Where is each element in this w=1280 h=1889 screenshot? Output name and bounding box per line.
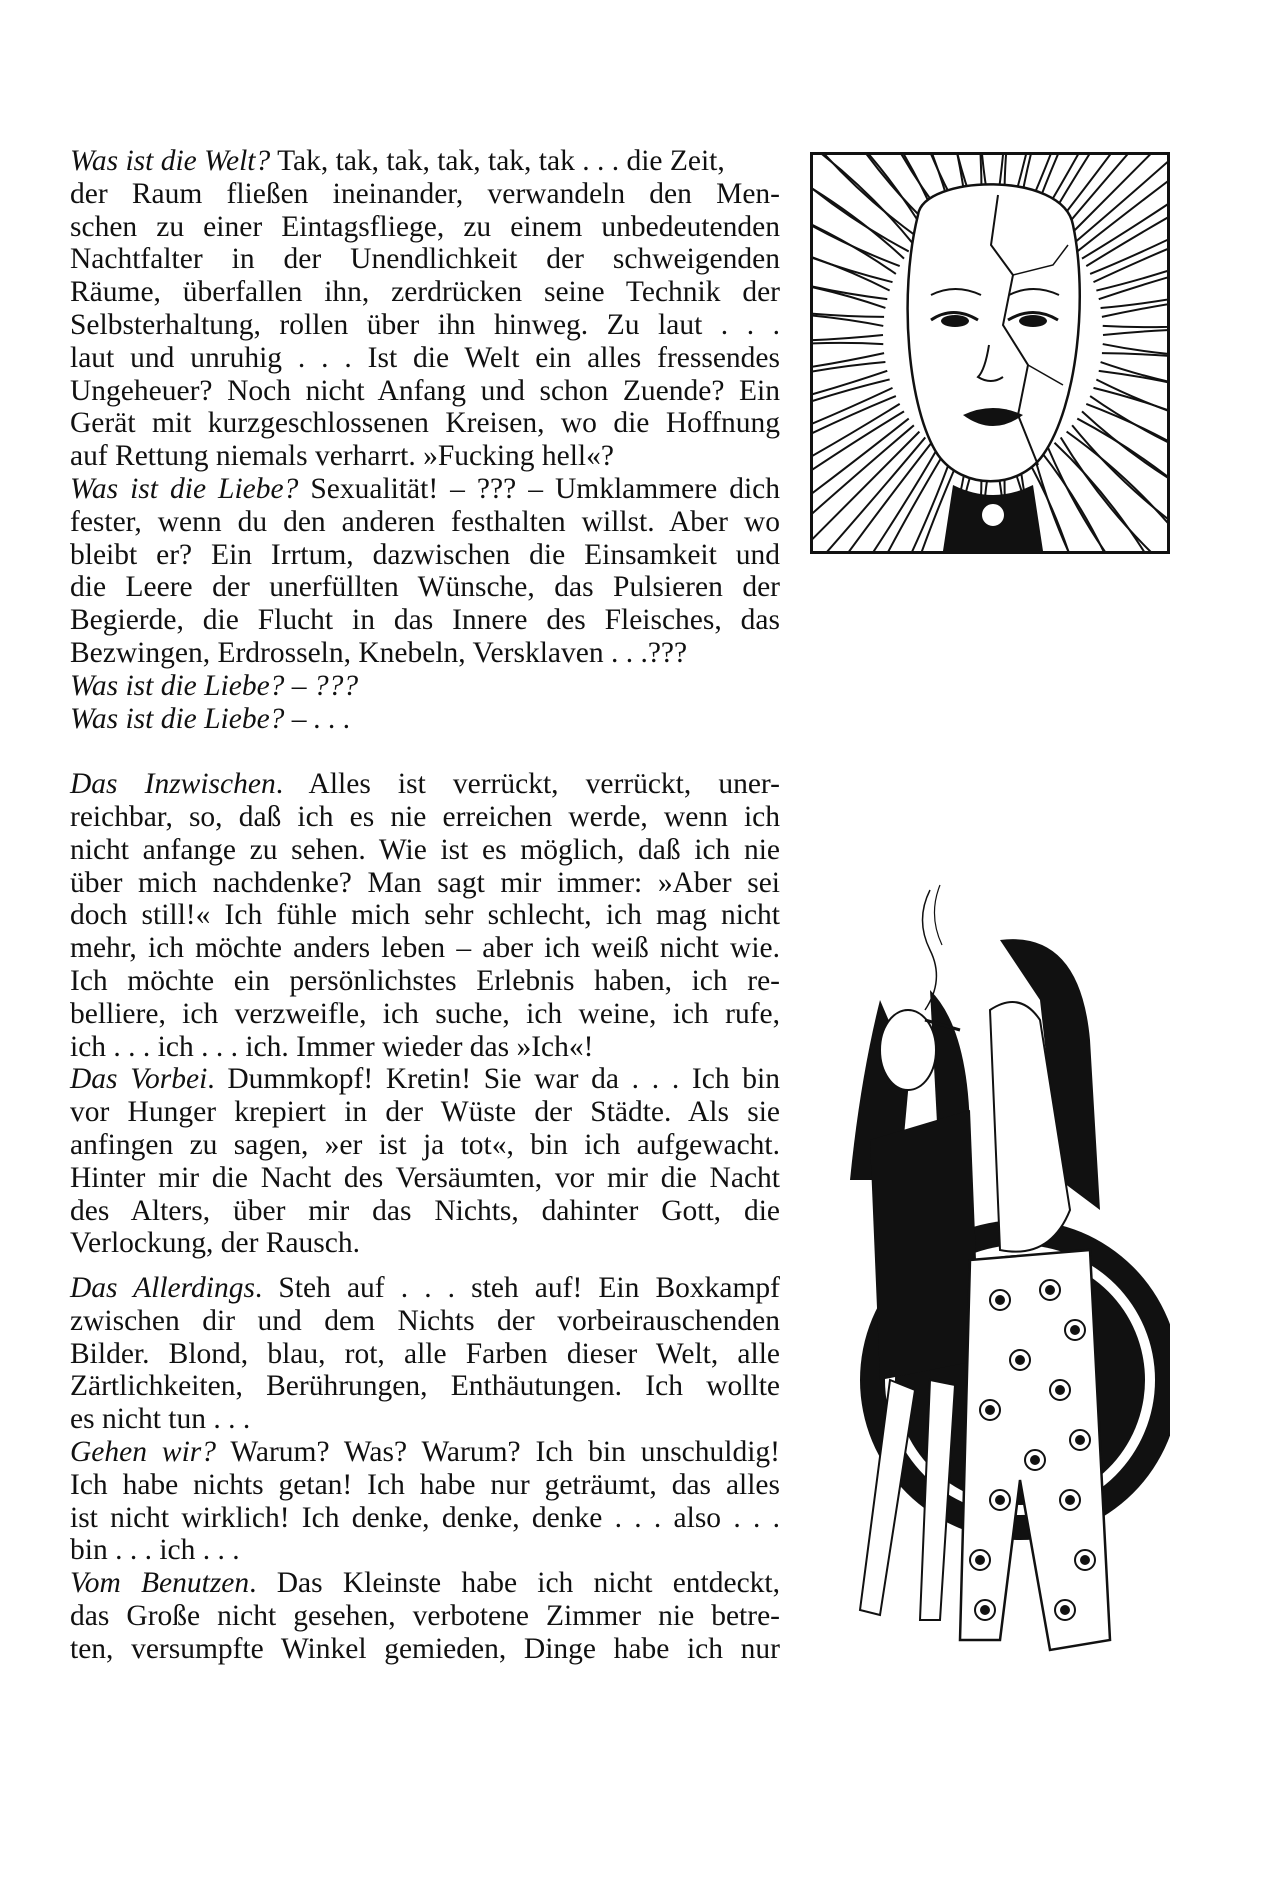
italic-heading: Das Allerdings (70, 1272, 255, 1305)
rose-center (986, 1406, 994, 1414)
text-line (70, 211, 780, 244)
text-run: die Leere der unerfüllten Wünsche, das Pulsieren der (70, 571, 780, 604)
text-line (70, 1534, 780, 1567)
hair-ray (833, 448, 938, 551)
rose-center (1071, 1326, 1079, 1334)
text-line (70, 1370, 780, 1403)
italic-heading: Vom Benutzen (70, 1567, 250, 1600)
text-line (70, 604, 780, 637)
text-run: ich . . . ich . . . ich. Immer wieder das »Ich«! (70, 1030, 594, 1063)
rose-center (1076, 1436, 1084, 1444)
text-run: Selbsterhaltung, rollen über ihn hinweg. Zu laut . . . (70, 308, 780, 341)
text-line (70, 473, 780, 506)
text-line (70, 670, 780, 703)
italic-heading: Das Inzwischen (70, 768, 276, 801)
hair-ray (1103, 344, 1167, 358)
text-line (70, 506, 780, 539)
text-line (70, 440, 780, 473)
paragraph-gap (70, 1260, 780, 1272)
text-line (70, 1600, 780, 1633)
text-run: laut und unruhig . . . Ist die Welt ein alles fressendes (70, 341, 780, 374)
text-line (70, 965, 780, 998)
text-run: mehr, ich möchte anders leben – aber ich weiß nicht wie. (70, 932, 780, 965)
text-run: das Große nicht gesehen, verbotene Zimmer nie betre- (70, 1600, 780, 1633)
text-run: belliere, ich verzweifle, ich suche, ich weine, ich rufe, (70, 997, 780, 1030)
hair-ray (813, 396, 896, 485)
text-line (70, 932, 780, 965)
text-run: bleibt er? Ein Irrtum, dazwischen die Einsamkeit und (70, 538, 780, 571)
text-run: Bezwingen, Erdrosseln, Knebeln, Versklaven . . .??? (70, 636, 688, 669)
text-run: der Raum fließen ineinander, verwandeln den Men- (70, 177, 780, 210)
hair-ray (1067, 432, 1167, 551)
text-line (70, 571, 780, 604)
text-run: doch still!« Ich fühle mich sehr schlecht, ich mag nicht (70, 899, 780, 932)
text-run: schen zu einer Eintagsfliege, zu einem unbedeutenden (70, 210, 780, 243)
italic-heading: Was ist die Welt? (70, 145, 271, 177)
hair-ray (1093, 388, 1167, 465)
text-line (70, 1162, 780, 1195)
text-line (70, 1469, 780, 1502)
text-line (70, 1403, 780, 1436)
text-run: über mich nachdenke? Man sagt mir immer: »Aber sei (70, 866, 780, 899)
rose-center (996, 1296, 1004, 1304)
hair-ray (1041, 452, 1133, 551)
hair-ray (1101, 362, 1167, 402)
paragraph-gap (70, 735, 780, 768)
text-run: Verlockung, der Rausch. (70, 1227, 361, 1260)
text-line (70, 1227, 780, 1260)
text-run: Nachtfalter in der Unendlichkeit der schweigenden (70, 243, 780, 276)
hair-ray (1077, 155, 1167, 251)
hair-ray (1103, 329, 1167, 335)
paragraph-das-allerdings (70, 1272, 780, 1666)
rose-center (1061, 1606, 1069, 1614)
rose-center (996, 1496, 1004, 1504)
woman-face-illustration (810, 152, 1170, 554)
text-line (70, 1633, 780, 1666)
text-run: bin . . . ich . . . (70, 1534, 240, 1567)
rose-center (1031, 1456, 1039, 1464)
italic-heading: Gehen wir? (70, 1436, 216, 1469)
text-run: fester, wenn du den anderen festhalten willst. Aber wo (70, 505, 780, 538)
text-run: Sexualität! – ??? – Umklammere dich (298, 472, 780, 505)
rose-center (981, 1606, 989, 1614)
italic-heading: Was ist die Liebe? (70, 472, 299, 505)
text-run: Zärtlichkeiten, Berührungen, Enthäutungen. Ich wollte (70, 1370, 780, 1403)
text-run: . Alles ist verrückt, verrückt, uner- (275, 768, 780, 801)
text-line (70, 407, 780, 440)
paragraph-das-inzwischen (70, 768, 780, 1260)
text-line (70, 375, 780, 408)
rose-center (1016, 1356, 1024, 1364)
hair-ray (813, 404, 900, 505)
text-line (70, 703, 780, 736)
text-line (70, 145, 780, 178)
text-run: anfingen zu sagen, »er ist ja tot«, bin ich aufgewacht. (70, 1128, 780, 1161)
rose-center (1046, 1286, 1054, 1294)
text-run: des Alters, über mir das Nichts, dahinter Gott, die (70, 1194, 780, 1227)
rose-center (1081, 1556, 1089, 1564)
body-text (70, 145, 780, 1666)
hair-ray (813, 155, 909, 251)
italic-heading: Was ist die Liebe? – ??? (70, 669, 359, 702)
rose-center (976, 1556, 984, 1564)
italic-heading: Das Vorbei (70, 1063, 208, 1096)
text-line (70, 1305, 780, 1338)
hair-ray (813, 335, 883, 341)
text-run: Ich möchte ein persönlichstes Erlebnis haben, ich re- (70, 964, 780, 997)
text-line (70, 342, 780, 375)
text-run: reichbar, so, daß ich es nie erreichen werde, wenn ich (70, 800, 780, 833)
text-run: Begierde, die Flucht in das Innere des Fleisches, das (70, 604, 780, 637)
text-line (70, 899, 780, 932)
text-line (70, 539, 780, 572)
text-line (70, 1096, 780, 1129)
hair-ray (814, 155, 931, 227)
two-women-smoking-illustration (820, 880, 1170, 1670)
woman-face-drawing (813, 155, 1167, 551)
text-run: zwischen dir und dem Nichts der vorbeirauschenden (70, 1304, 780, 1337)
text-line (70, 1031, 780, 1064)
text-line (70, 1272, 780, 1305)
hair-ray (1061, 437, 1167, 551)
italic-heading: Was ist die Liebe? – . . . (70, 702, 351, 735)
hair-ray (1086, 165, 1167, 266)
text-run: es nicht tun . . . (70, 1403, 251, 1436)
text-line (70, 801, 780, 834)
two-women-drawing (820, 880, 1170, 1670)
hair-ray (813, 379, 890, 444)
text-line (70, 309, 780, 342)
text-line (70, 834, 780, 867)
hair-ray (1034, 456, 1113, 551)
text-line (70, 1063, 780, 1096)
text-run: auf Rettung niemals verharrt. »Fucking hell«? (70, 440, 614, 473)
text-run: . Dummkopf! Kretin! Sie war da . . . Ich bin (207, 1063, 780, 1096)
text-run: Ungeheuer? Noch nicht Anfang und schon Zuende? Ein (70, 374, 780, 407)
text-line (70, 276, 780, 309)
text-run: . Das Kleinste habe ich nicht entdeckt, (249, 1567, 781, 1600)
text-run: Ich habe nichts getan! Ich habe nur geträumt, das alles (70, 1468, 780, 1501)
text-run: Bilder. Blond, blau, rot, alle Farben dieser Welt, alle (70, 1337, 780, 1370)
text-run: Hinter mir die Nacht des Versäumten, vor mir die Nacht (70, 1161, 780, 1194)
text-line (70, 178, 780, 211)
text-run: Warum? Was? Warum? Ich bin unschuldig! (216, 1436, 780, 1469)
text-line (70, 637, 780, 670)
text-line (70, 1502, 780, 1535)
text-line (70, 998, 780, 1031)
paragraph-was-ist-die-welt (70, 145, 780, 735)
text-run: vor Hunger krepiert in der Wüste der Städte. Als sie (70, 1096, 780, 1129)
text-run: Tak, tak, tak, tak, tak, tak . . . die Zeit, (270, 145, 725, 177)
hair-ray (813, 432, 919, 551)
hair-ray (1072, 155, 1167, 245)
text-run: Gerät mit kurzgeschlossenen Kreisen, wo die Hoffnung (70, 407, 780, 440)
text-line (70, 768, 780, 801)
hair-ray (813, 437, 925, 551)
rose-center (1056, 1386, 1064, 1394)
text-run: . Steh auf . . . steh auf! Ein Boxkampf (254, 1272, 780, 1305)
text-line (70, 1129, 780, 1162)
text-line (70, 1567, 780, 1600)
text-line (70, 1338, 780, 1371)
hair-ray (813, 419, 909, 541)
text-run: Räume, überfallen ihn, zerdrücken seine Technik der (70, 276, 780, 309)
text-line (70, 867, 780, 900)
text-run: nicht anfange zu sehen. Wie ist es möglich, daß ich nie (70, 833, 780, 866)
text-line (70, 243, 780, 276)
text-run: ten, versumpfte Winkel gemieden, Dinge habe ich nur (70, 1632, 780, 1665)
text-line (70, 1195, 780, 1228)
rose-center (1066, 1496, 1074, 1504)
text-run: ist nicht wirklich! Ich denke, denke, denke . . . also . . . (70, 1501, 780, 1534)
hair-ray (813, 155, 904, 259)
text-line (70, 1436, 780, 1469)
